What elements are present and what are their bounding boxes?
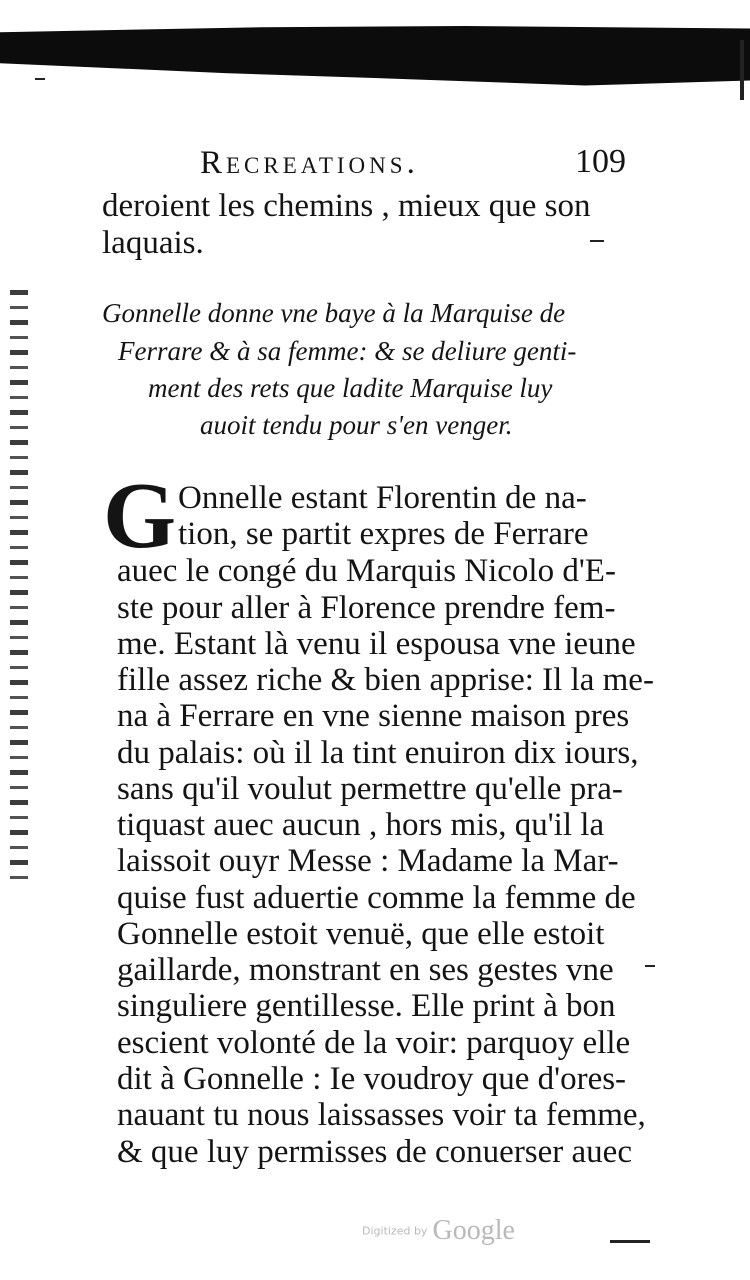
paragraph-line: & que luy permisses de conuerser auec (117, 1134, 632, 1170)
paragraph-line: laissoit ouyr Messe : Madame la Mar- (117, 843, 619, 879)
scan-edge-mark (740, 40, 744, 100)
running-title: Recreations. (200, 145, 419, 181)
paragraph-line: me. Estant là venu il espousa vne ieune (117, 626, 636, 662)
paragraph-line: tiquast auec aucun , hors mis, qu'il la (117, 807, 605, 843)
paragraph-line: nauant tu nous laissasses voir ta femme, (117, 1097, 646, 1133)
paragraph-line: auec le congé du Marquis Nicolo d'E- (117, 553, 616, 589)
paragraph-line: sans qu'il voulut permettre qu'elle pra- (117, 771, 623, 807)
paragraph-line: quise fust aduertie comme la femme de (117, 880, 636, 916)
scan-speck (610, 1240, 650, 1243)
paragraph-line: Gonnelle estoit venuë, que elle estoit (117, 916, 605, 952)
paragraph-line: tion, se partit expres de Ferrare (178, 516, 589, 552)
page-number: 109 (575, 143, 626, 180)
digitized-watermark (362, 1215, 515, 1247)
page-binding-margin (10, 290, 28, 890)
paragraph-line: na à Ferrare en vne sienne maison pres (117, 698, 630, 734)
watermark-prefix: Digitized by (362, 1224, 428, 1238)
paragraph-line: fille assez riche & bien apprise: Il la me- (117, 662, 654, 698)
drop-cap: G (103, 464, 177, 568)
scan-speck (590, 240, 604, 242)
paragraph-line: singuliere gentillesse. Elle print à bon (117, 988, 616, 1024)
paragraph-line: Onnelle estant Florentin de na- (178, 480, 587, 516)
paragraph-line: escient volonté de la voir: parquoy elle (117, 1025, 631, 1061)
scan-top-edge-shadow (0, 26, 750, 88)
google-logo: Google (432, 1215, 515, 1246)
paragraph-line: ste pour aller à Florence prendre fem- (117, 590, 616, 626)
chapter-heading-line: Ferrare & à sa femme: & se deliure genti- (118, 336, 577, 366)
paragraph-line: du palais: où il la tint enuiron dix iours, (117, 735, 639, 771)
chapter-heading-line: Gonnelle donne vne baye à la Marquise de (102, 298, 566, 328)
scan-speck (645, 965, 655, 967)
carryover-line: laquais. (102, 225, 204, 261)
scan-speck (35, 78, 45, 80)
chapter-heading-line: auoit tendu pour s'en venger. (200, 410, 513, 440)
paragraph-line: dit à Gonnelle : Ie voudroy que d'ores- (117, 1061, 627, 1097)
chapter-heading-line: ment des rets que ladite Marquise luy (148, 373, 553, 403)
paragraph-line: gaillarde, monstrant en ses gestes vne (117, 952, 614, 988)
carryover-line: deroient les chemins , mieux que son (102, 188, 591, 224)
